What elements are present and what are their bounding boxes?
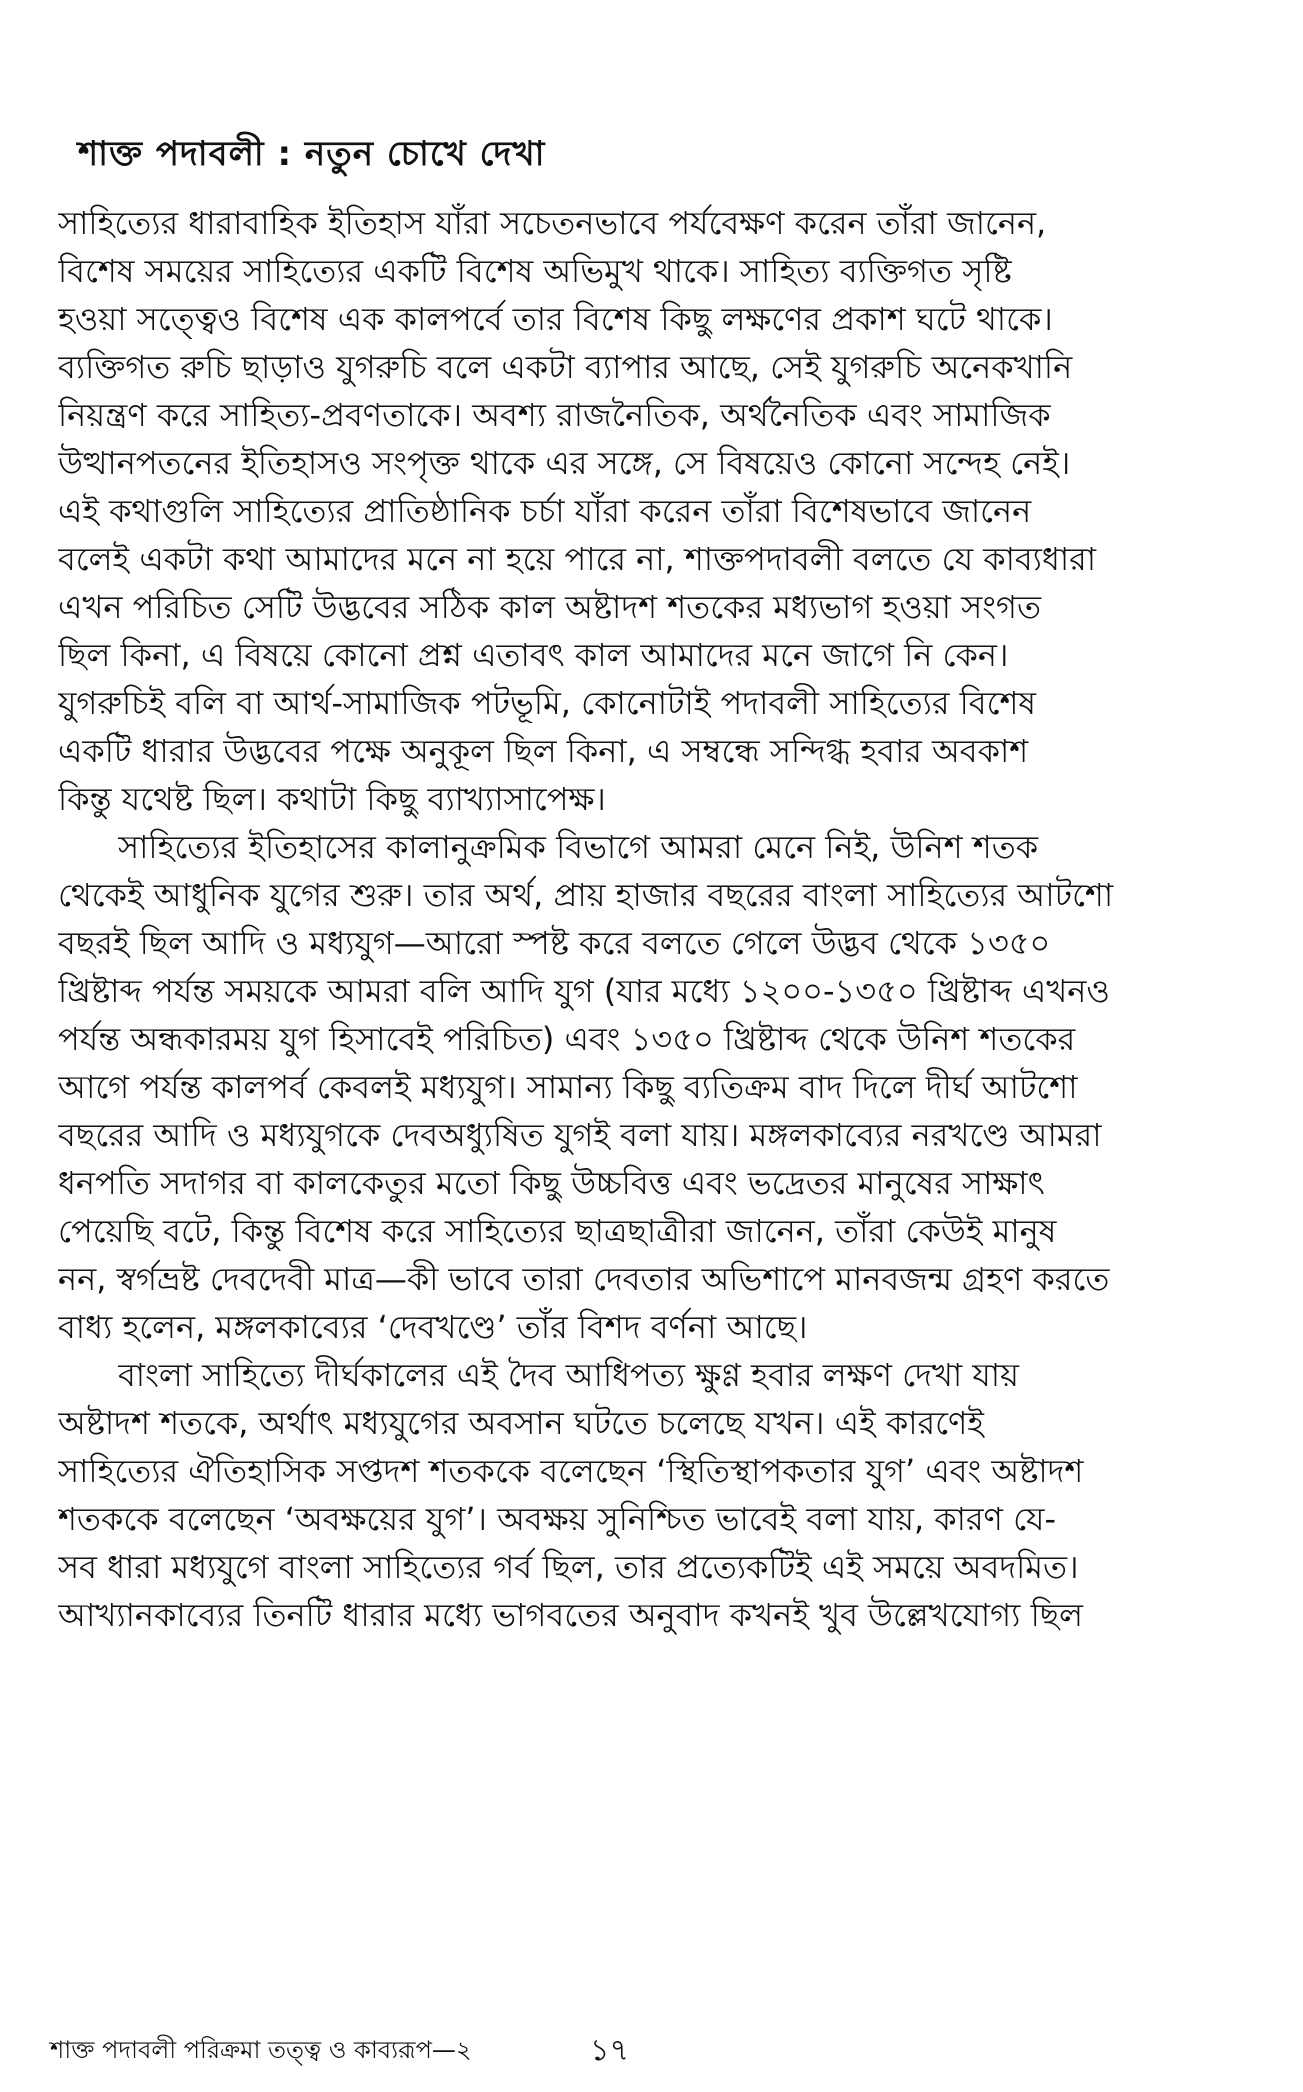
text-line: যুগরুচিই বলি বা আর্থ-সামাজিক পটভূমি, কোনোটাই পদাবলী সাহিত্যের বিশেষ: [58, 684, 1037, 722]
text-line: নন, স্বর্গভ্রষ্ট দেবদেবী মাত্র—কী ভাবে তারা দেবতার অভিশাপে মানবজন্ম গ্রহণ করতে: [58, 1260, 1110, 1298]
text-line: সব ধারা মধ্যযুগে বাংলা সাহিত্যের গর্ব ছিল, তার প্রত্যেকটিই এই সময়ে অবদমিত।: [58, 1548, 1079, 1586]
text-line: উত্থানপতনের ইতিহাসও সংপৃক্ত থাকে এর সঙ্গে, সে বিষয়েও কোনো সন্দেহ নেই।: [58, 444, 1071, 482]
text-line: একটি ধারার উদ্ভবের পক্ষে অনুকূল ছিল কিনা, এ সম্বন্ধে সন্দিগ্ধ হবার অবকাশ: [58, 732, 1029, 770]
text-line: বাধ্য হলেন, মঙ্গলকাব্যের ‘দেবখণ্ডে’ তাঁর বিশদ বর্ণনা আছে।: [58, 1308, 808, 1346]
text-line: আখ্যানকাব্যের তিনটি ধারার মধ্যে ভাগবতের অনুবাদ কখনই খুব উল্লেখযোগ্য ছিল: [58, 1596, 1083, 1634]
page-number: ১৭: [590, 2033, 629, 2068]
text-line: কিন্তু যথেষ্ট ছিল। কথাটা কিছু ব্যাখ্যাসাপেক্ষ।: [58, 780, 606, 818]
text-line: থেকেই আধুনিক যুগের শুরু। তার অর্থ, প্রায় হাজার বছরের বাংলা সাহিত্যের আটশো: [58, 876, 1114, 914]
text-line: পেয়েছি বটে, কিন্তু বিশেষ করে সাহিত্যের ছাত্রছাত্রীরা জানেন, তাঁরা কেউই মানুষ: [58, 1212, 1057, 1250]
text-line: এখন পরিচিত সেটি উদ্ভবের সঠিক কাল অষ্টাদশ শতকের মধ্যভাগ হওয়া সংগত: [58, 588, 1042, 626]
text-line: সাহিত্যের ধারাবাহিক ইতিহাস যাঁরা সচেতনভাবে পর্যবেক্ষণ করেন তাঁরা জানেন,: [58, 204, 1047, 242]
text-line: শতককে বলেছেন ‘অবক্ষয়ের যুগ’। অবক্ষয় সুনিশ্চিত ভাবেই বলা যায়, কারণ যে-: [58, 1500, 1057, 1538]
text-line: ব্যক্তিগত রুচি ছাড়াও যুগরুচি বলে একটা ব্যাপার আছে, সেই যুগরুচি অনেকখানি: [58, 348, 1073, 386]
text-line: ছিল কিনা, এ বিষয়ে কোনো প্রশ্ন এতাবৎ কাল আমাদের মনে জাগে নি কেন।: [58, 636, 1009, 674]
text-line: বাংলা সাহিত্যে দীর্ঘকালের এই দৈব আধিপত্য ক্ষুণ্ণ হবার লক্ষণ দেখা যায়: [118, 1356, 1019, 1394]
text-line: বিশেষ সময়ের সাহিত্যের একটি বিশেষ অভিমুখ থাকে। সাহিত্য ব্যক্তিগত সৃষ্টি: [58, 252, 1012, 290]
text-line: সাহিত্যের ইতিহাসের কালানুক্রমিক বিভাগে আমরা মেনে নিই, উনিশ শতক: [118, 828, 1039, 866]
running-footer-title: শাক্ত পদাবলী পরিক্রমা তত্ত্ব ও কাব্যরূপ—২: [50, 2036, 472, 2064]
text-line: খ্রিষ্টাব্দ পর্যন্ত সময়কে আমরা বলি আদি যুগ (যার মধ্যে ১২০০-১৩৫০ খ্রিষ্টাব্দ এখনও: [58, 972, 1110, 1010]
text-line: এই কথাগুলি সাহিত্যের প্রাতিষ্ঠানিক চর্চা যাঁরা করেন তাঁরা বিশেষভাবে জানেন: [58, 492, 1032, 530]
text-line: ধনপতি সদাগর বা কালকেতুর মতো কিছু উচ্চবিত্ত এবং ভদ্রেতর মানুষের সাক্ষাৎ: [58, 1164, 1045, 1202]
text-line: অষ্টাদশ শতকে, অর্থাৎ মধ্যযুগের অবসান ঘটতে চলেছে যখন। এই কারণেই: [58, 1404, 984, 1442]
text-line: বছরই ছিল আদি ও মধ্যযুগ—আরো স্পষ্ট করে বলতে গেলে উদ্ভব থেকে ১৩৫০: [58, 924, 1051, 962]
text-line: নিয়ন্ত্রণ করে সাহিত্য-প্রবণতাকে। অবশ্য রাজনৈতিক, অর্থনৈতিক এবং সামাজিক: [58, 396, 1051, 434]
text-line: বলেই একটা কথা আমাদের মনে না হয়ে পারে না, শাক্তপদাবলী বলতে যে কাব্যধারা: [58, 540, 1097, 578]
text-line: সাহিত্যের ঐতিহাসিক সপ্তদশ শতককে বলেছেন ‘স্থিতিস্থাপকতার যুগ’ এবং অষ্টাদশ: [58, 1452, 1084, 1490]
text-line: পর্যন্ত অন্ধকারময় যুগ হিসাবেই পরিচিত) এবং ১৩৫০ খ্রিষ্টাব্দ থেকে উনিশ শতকের: [58, 1020, 1076, 1058]
text-line: বছরের আদি ও মধ্যযুগকে দেবঅধ্যুষিত যুগই বলা যায়। মঙ্গলকাব্যের নরখণ্ডে আমরা: [58, 1116, 1102, 1154]
text-line: হওয়া সত্ত্বেও বিশেষ এক কালপর্বে তার বিশেষ কিছু লক্ষণের প্রকাশ ঘটে থাকে।: [58, 300, 1053, 338]
chapter-heading: শাক্ত পদাবলী : নতুন চোখে দেখা: [78, 134, 546, 174]
text-line: আগে পর্যন্ত কালপর্ব কেবলই মধ্যযুগ। সামান্য কিছু ব্যতিক্রম বাদ দিলে দীর্ঘ আটশো: [58, 1068, 1078, 1106]
